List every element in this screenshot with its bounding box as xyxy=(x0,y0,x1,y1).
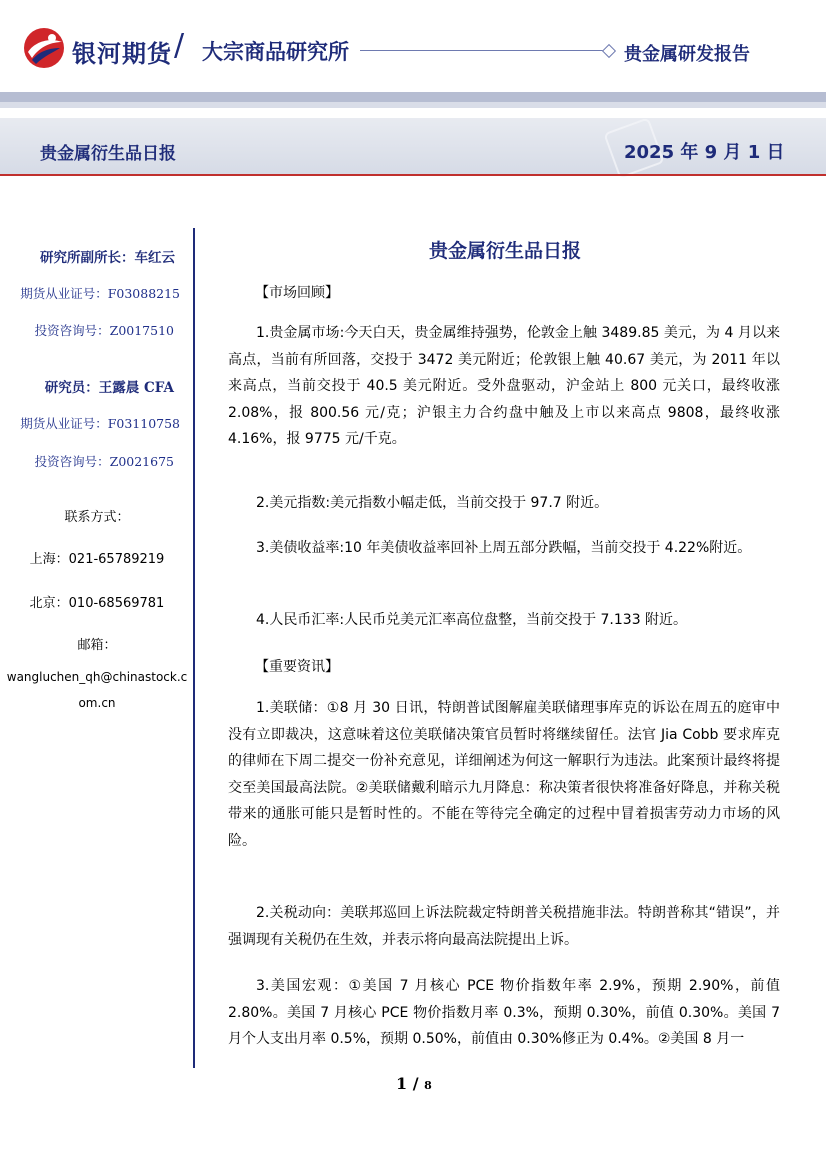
diamond-icon xyxy=(602,44,616,58)
news-paragraph-3: 3.美国宏观：①美国 7 月核心 PCE 物价指数年率 2.9%，预期 2.90%，前值 2.80%。美国 7 月核心 PCE 物价指数月率 0.3%，预期 0.30%，前值 0.30%。美国 7 月个人支出月率 0.5%，预期 0.50%，前值由 0.30%修正为 0.4%。②美国 8 月一 xyxy=(228,978,780,1047)
institute-name: 大宗商品研究所 xyxy=(202,40,349,64)
document-title: 贵金属衍生品日报 xyxy=(428,240,581,262)
page-separator: / xyxy=(407,1074,425,1093)
report-type: 贵金属研发报告 xyxy=(624,44,750,65)
section-key-news: 【重要资讯】 xyxy=(255,659,339,675)
beijing-phone: 北京：010-68569781 xyxy=(29,596,165,611)
galaxy-futures-logo-icon xyxy=(22,26,66,70)
deputy-consult-no: 投资咨询号：Z0017510 xyxy=(34,323,174,338)
researcher-license: 期货从业证号：F03110758 xyxy=(20,416,180,431)
page-current: 1 xyxy=(396,1074,408,1093)
researcher-consult-no: 投资咨询号：Z0021675 xyxy=(34,454,174,469)
review-paragraph-4: 4.人民币汇率:人民币兑美元汇率高位盘整，当前交投于 7.133 附近。 xyxy=(256,612,688,628)
header-slash: / xyxy=(174,28,185,63)
review-paragraph-1: 1.贵金属市场:今天白天，贵金属维持强势，伦敦金上触 3489.85 美元，为 4 月以来高点，当前有所回落，交投于 3472 美元附近；伦敦银上触 40.67 美元，为 2011 年以来高点，当前交投于 40.5 美元附近。受外盘驱动，沪金站上 800 元关口，最终收涨 2.08%，报 800.56 元/克；沪银主力合约盘中触及上市以来高点 9808，最终收涨 4.16%，报 9775 元/千克。 xyxy=(228,325,780,447)
section-market-review: 【市场回顾】 xyxy=(255,285,339,301)
email-address[interactable]: wangluchen_qh@chinastock.com.cn xyxy=(6,670,188,710)
page-number xyxy=(396,1074,432,1093)
news-paragraph-2: 2.关税动向：美联邦巡回上诉法院裁定特朗普关税措施非法。特朗普称其“错误”，并强调现有关税仍在生效，并表示将向最高法院提出上诉。 xyxy=(228,905,780,948)
header-rule xyxy=(360,50,608,51)
banner-red-rule xyxy=(0,174,826,176)
contact-label: 联系方式： xyxy=(64,510,130,525)
email-label: 邮箱： xyxy=(77,638,117,653)
header-band-light xyxy=(0,102,826,108)
review-paragraph-3: 3.美债收益率:10 年美债收益率回补上周五部分跌幅，当前交投于 4.22%附近。 xyxy=(256,540,752,556)
brand-name: 银河期货 xyxy=(72,40,172,68)
shanghai-phone: 上海：021-65789219 xyxy=(29,552,165,567)
news-paragraph-1: 1.美联储：①8 月 30 日讯，特朗普试图解雇美联储理事库克的诉讼在周五的庭审中没有立即裁决，这意味着这位美联储决策官员暂时将继续留任。法官 Jia Cobb 要求库克的律师在下周二提交一份补充意见，详细阐述为何这一解职行为违法。此案预计最终将提交至美国最高法院。②美联储戴利暗示九月降息：称决策者很快将准备好降息，并称关税带来的通胀可能只是暂时性的。不能在等待完全确定的过程中冒着损害劳动力市场的风险。 xyxy=(228,700,780,849)
header-band xyxy=(0,92,826,102)
deputy-license: 期货从业证号：F03088215 xyxy=(20,286,180,301)
review-paragraph-2: 2.美元指数:美元指数小幅走低，当前交投于 97.7 附近。 xyxy=(256,495,609,511)
report-date: 2025 年 9 月 1 日 xyxy=(624,142,785,163)
page-total: 8 xyxy=(424,1079,432,1092)
banner-title: 贵金属衍生品日报 xyxy=(40,144,176,164)
researcher-name: 研究员：王露晨 CFA xyxy=(44,380,174,396)
deputy-head: 研究所副所长：车红云 xyxy=(40,250,175,266)
